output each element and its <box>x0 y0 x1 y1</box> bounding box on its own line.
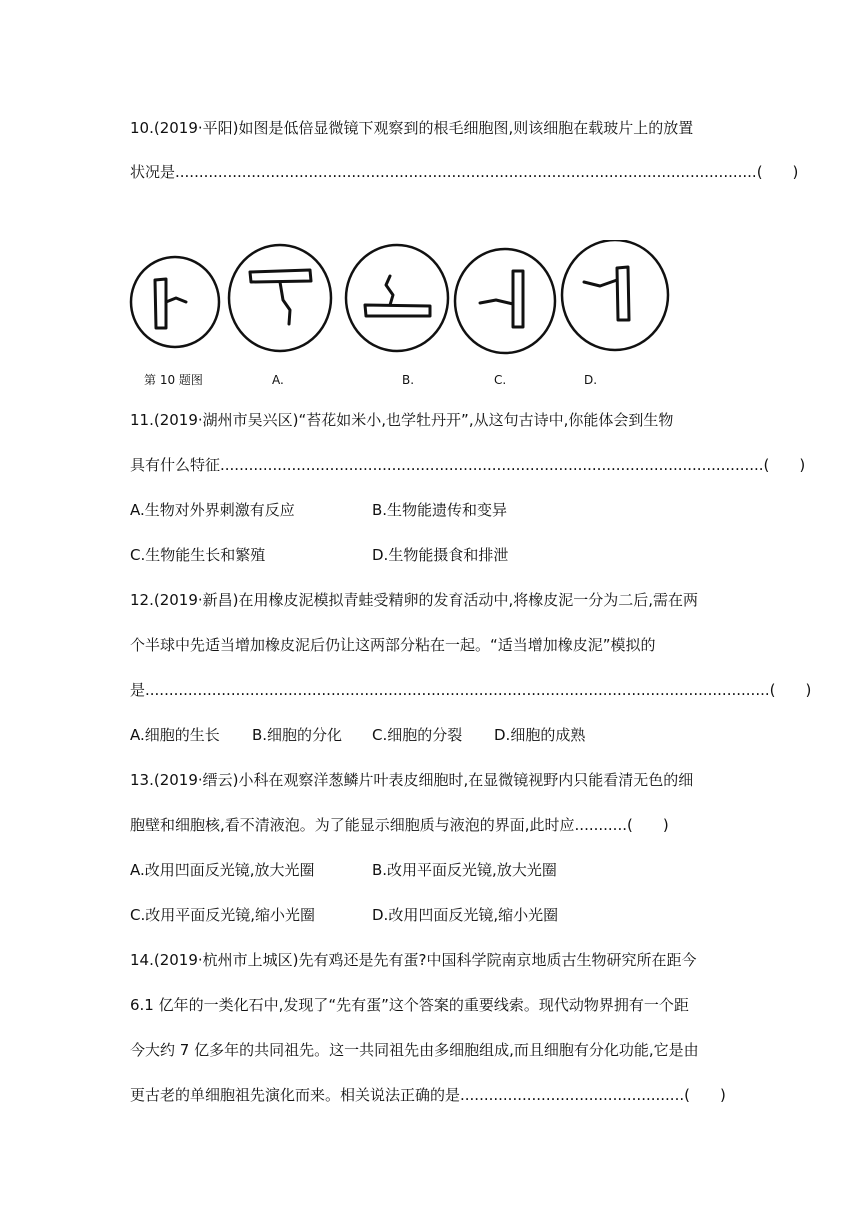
q12-option-c: C.细胞的分裂 <box>372 726 463 744</box>
q11-option-a: A.生物对外界刺激有反应 <box>130 501 295 519</box>
q14-line4: 更古老的单细胞祖先演化而来。相关说法正确的是...............................................( ) <box>130 1086 726 1104</box>
figure-label-d: D. <box>584 373 598 387</box>
figure-label-c: C. <box>494 373 507 387</box>
q10-figure <box>128 240 688 370</box>
q12-option-b: B.细胞的分化 <box>252 726 343 744</box>
q13-line1: 13.(2019·缙云)小科在观察洋葱鳞片叶表皮细胞时,在显微镜视野内只能看清无色的细 <box>130 771 694 789</box>
q13-option-d: D.改用凹面反光镜,缩小光圈 <box>372 906 559 924</box>
q13-option-b: B.改用平面反光镜,放大光圈 <box>372 861 557 879</box>
q14-line2: 6.1 亿年的一类化石中,发现了“先有蛋”这个答案的重要线索。现代动物界拥有一个距 <box>130 996 689 1014</box>
q12-line3: 是...................................................................................................................................( ) <box>130 681 812 699</box>
q12-option-a: A.细胞的生长 <box>130 726 220 744</box>
q13-line2: 胞壁和细胞核,看不清液泡。为了能显示细胞质与液泡的界面,此时应...........( ) <box>130 816 669 834</box>
figure-label-b: B. <box>402 373 415 387</box>
q11-option-d: D.生物能摄食和排泄 <box>372 546 509 564</box>
figure-caption: 第 10 题图 <box>144 373 203 387</box>
q12-line1: 12.(2019·新昌)在用橡皮泥模拟青蛙受精卵的发育活动中,将橡皮泥一分为二后,需在两 <box>130 591 699 609</box>
q11-option-b: B.生物能遗传和变异 <box>372 501 508 519</box>
q11-option-c: C.生物能生长和繁殖 <box>130 546 266 564</box>
q12-option-d: D.细胞的成熟 <box>494 726 586 744</box>
q13-option-c: C.改用平面反光镜,缩小光圈 <box>130 906 316 924</box>
q14-line1: 14.(2019·杭州市上城区)先有鸡还是先有蛋?中国科学院南京地质古生物研究所在距今 <box>130 951 697 969</box>
q13-option-a: A.改用凹面反光镜,放大光圈 <box>130 861 315 879</box>
q14-line3: 今大约 7 亿多年的共同祖先。这一共同祖先由多细胞组成,而且细胞有分化功能,它是由 <box>130 1041 699 1059</box>
q10-line1: 10.(2019·平阳)如图是低倍显微镜下观察到的根毛细胞图,则该细胞在载玻片上的放置 <box>130 119 694 137</box>
q10-line2: 状况是..........................................................................................................................( ) <box>130 163 799 181</box>
root-hair-cells-figure <box>128 240 688 370</box>
q11-line1: 11.(2019·湖州市吴兴区)“苔花如米小,也学牡丹开”,从这句古诗中,你能体会到生物 <box>130 411 674 429</box>
q11-line2: 具有什么特征..................................................................................................................( ) <box>130 456 806 474</box>
figure-label-a: A. <box>272 373 284 387</box>
q12-line2: 个半球中先适当增加橡皮泥后仍让这两部分粘在一起。“适当增加橡皮泥”模拟的 <box>130 636 656 654</box>
